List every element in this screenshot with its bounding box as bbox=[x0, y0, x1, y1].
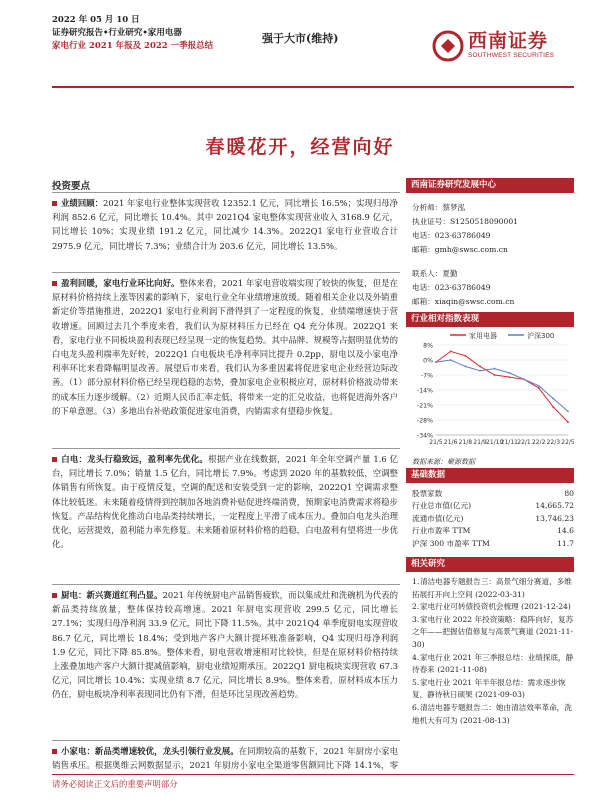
footer-disclaimer: 请务必阅读正文后的重要声明部分 bbox=[52, 779, 178, 789]
x-tick-label: 22/5 bbox=[561, 439, 574, 446]
summary-paragraph bbox=[52, 276, 398, 418]
paragraph-text: 2021 年传统厨电产品销售疲软，而以集成灶和洗碗机为代表的新品类持续放量，整体保持较高增速。2021 年厨电实现营收 299.5 亿元，同比增长 27.1%；实现归母净利润 33.9 亿元，同比下降 11.5%。其中 2021Q4 单季度厨电实现营收 86.7 亿元，同比增长 18.4%；受到地产客户大额计提坏账准备影响，Q4 实现归母净利润 1.9 亿元，同比下降 85.8%。整体来看，厨电营收增速相对比较快，但是在原材料价格持续上涨叠加地产客户大额计提减值影响，厨电业绩短期承压。2022Q1 厨电板块实现营收 67.3 亿元，同比增长 10.4%；实现业绩 8.7 亿元，同比增长 8.9%。整体来看，原材料成本压力仍在，厨电板块净利率表现同比仍有下滑，但是环比呈现改善趋势。 bbox=[52, 590, 398, 700]
summary-paragraph bbox=[52, 196, 398, 253]
y-tick-label: 8% bbox=[423, 342, 433, 350]
data-point bbox=[464, 366, 466, 368]
bullet-icon bbox=[52, 593, 57, 598]
paragraph-lead: 业绩回顾： bbox=[61, 198, 104, 208]
bullet-icon bbox=[52, 281, 57, 286]
x-tick-label: 22/2 bbox=[531, 439, 546, 446]
x-tick-label: 22/3 bbox=[546, 439, 561, 446]
data-point bbox=[508, 372, 510, 374]
chart-source: 数据来源：聚源数据 bbox=[412, 458, 475, 466]
bullet-icon bbox=[52, 457, 57, 462]
data-point bbox=[552, 406, 554, 408]
related-item[interactable]: 1.清洁电器专题报告三：高景气细分赛道，多维拓展打开向上空间 (2022-03-31) bbox=[412, 577, 572, 599]
x-tick-label: 21/9 bbox=[473, 439, 487, 446]
x-tick-label: 21/8 bbox=[458, 439, 473, 446]
header-meta bbox=[52, 14, 213, 53]
paragraph-lead: 小家电：新品类增速较优，龙头引领行业发展。 bbox=[61, 746, 239, 756]
basic-data-section bbox=[406, 468, 574, 550]
legend-label: 沪深300 bbox=[527, 332, 555, 340]
x-tick-label: 21/11 bbox=[500, 439, 518, 446]
related-item[interactable]: 4.家电行业 2021 年三季报总结：业绩探底，静待春来 (2021-11-08) bbox=[412, 652, 574, 675]
report-type: 证券研究报告•行业研究•家用电器 bbox=[52, 28, 182, 38]
rating-label: 强于大市(维持) bbox=[262, 32, 339, 45]
x-tick-label: 21/6 bbox=[443, 439, 458, 446]
data-point bbox=[479, 370, 481, 372]
contact-row: 电话：023-63786049 bbox=[412, 283, 491, 292]
paragraph-divider bbox=[52, 584, 400, 585]
related-item[interactable]: 6.清洁电器专题报告二：她由清洁效率革命，洗地机大有可为 (2021-08-13) bbox=[412, 702, 572, 725]
table-row: 流通市值(亿元) 13,746.23 bbox=[412, 513, 574, 523]
analyst-row: 执业证号：S1250518090001 bbox=[412, 217, 518, 226]
data-point bbox=[450, 359, 452, 361]
y-tick-label: 0% bbox=[423, 357, 433, 365]
data-point bbox=[479, 366, 481, 368]
basic-data-heading: 基础数据 bbox=[406, 468, 574, 483]
data-point bbox=[552, 398, 554, 400]
data-point bbox=[567, 411, 569, 413]
legend-label: 家用电器 bbox=[469, 332, 497, 340]
paragraph-text: 根据产业在线数据，2021 年全年空调产量 1.6 亿台，同比增长 7.0%；销量 1.5 亿台，同比增长 7.9%。考虑到 2020 年的基数较低，空调整体销售有所恢复。由于疫情反复，空调的配送和安装受到一定的影响，2022Q1 空调需求整体比较低迷。未来随着疫情得到控制加各地消费补贴促进终端消费，预期家电消费需求将稳步恢复。产品结构优化推动白电品类持续增长，一定程度上平滑了成本压力。叠加白电龙头治理优化，运营提效，盈利能力率先修复。未来随着原材料价格的趋稳，白电盈利有望将进一步优化。 bbox=[52, 454, 398, 550]
data-point bbox=[508, 376, 510, 378]
paragraph-divider bbox=[52, 448, 400, 449]
company-logo bbox=[432, 24, 572, 70]
analyst-heading: 西南证券研究发展中心 bbox=[406, 178, 574, 193]
related-item[interactable]: 2.家电行业可转债投资机会梳理 (2021-12-24) bbox=[412, 602, 571, 612]
bullet-icon bbox=[52, 749, 57, 754]
basic-data-table bbox=[412, 487, 574, 550]
y-tick-label: -21% bbox=[417, 402, 433, 410]
paragraph-text: 整体来看，2021 年家电营收端实现了较快的恢复，但是在原材料价格持续上涨等因素的影响下，家电行业全年业绩增速放缓。随着相关企业以及外销重新定价等措施推进，2022Q1 家电行业利润下滑得到了一定程度的恢复，业绩端增速快于营收增速。回顾过去几个季度来看，我们认为原材料压力已经在 Q4 充分体现。2022Q1 来看，家电行业不同板块盈利表现已经呈现一定的恢复趋势。其中品牌、规模等占据明显优势的白电龙头盈利端率先好转，2022Q1 白电板块毛净利率同比提升 0.2pp，厨电以及小家电净利率环比来看降幅明显改善。展望后市来看，我们认为多重因素将促进家电企业经营边际改善。（1）部分原材料价格已经呈现趋稳的态势，叠加家电企业积极应对，原材料价格波动带来的成本压力逐步缓解。（2）近期人民币汇率走低，将带来一定的汇兑收益，也将促进海外客户的下单意愿。（3）多地出台补贴政策促进家电消费，内销需求有望稳步恢复。 bbox=[52, 278, 399, 416]
paragraph-lead: 白电：龙头行稳致远，盈利率先优化。 bbox=[61, 454, 209, 464]
summary-paragraph bbox=[52, 744, 398, 772]
y-tick-label: -7% bbox=[420, 372, 433, 380]
footer-divider bbox=[52, 774, 574, 775]
logo-text-cn: 西南证券 bbox=[468, 30, 549, 52]
header-divider bbox=[52, 86, 574, 88]
data-point bbox=[523, 378, 525, 380]
data-point bbox=[538, 385, 540, 387]
logo-icon bbox=[432, 30, 464, 62]
table-row: 沪深 300 市盈率 TTM 11.7 bbox=[412, 538, 574, 548]
y-tick-label: -14% bbox=[417, 387, 433, 395]
paragraph-text: 2021 年家电行业整体实现营收 12352.1 亿元，同比增长 16.5%；实现归母净利润 852.6 亿元，同比增长 10.4%。其中 2021Q4 家电整体实现营业收入 3168.9 亿元，同比增长 10%；实现业绩 191.2 亿元，同比减少 14.3%。2022Q1 家电行业营收合计 2975.9 亿元，同比增长 7.3%；业绩合计为 203.6 亿元，同比增长 13.5%。 bbox=[52, 198, 398, 251]
paragraph-divider bbox=[52, 740, 400, 741]
x-tick-label: 21/10 bbox=[486, 439, 504, 446]
summary-paragraph bbox=[52, 452, 398, 551]
data-point bbox=[494, 374, 496, 376]
chart-heading: 行业相对指数表现 bbox=[406, 312, 574, 327]
bullet-icon bbox=[52, 201, 57, 206]
y-tick-label: -28% bbox=[417, 417, 433, 425]
x-tick-label: 21/5 bbox=[429, 439, 443, 446]
related-research-section bbox=[406, 557, 574, 727]
data-point bbox=[450, 351, 452, 353]
table-row: 行业市盈率 TTM 14.6 bbox=[412, 526, 574, 536]
data-point bbox=[435, 361, 437, 363]
summary-divider bbox=[52, 192, 400, 193]
index-chart bbox=[406, 327, 574, 453]
contact-row[interactable]: 邮箱：xiaqin@swsc.com.cn bbox=[412, 297, 515, 306]
page-title: 春暖花开，经营向好 bbox=[205, 136, 395, 158]
paragraph-text: 在同期较高的基数下，2021 年厨房小家电销售承压。根据奥维云网数据显示，2021 年厨房小家电全渠道零售额同比下降 14.1%，零 bbox=[52, 746, 398, 771]
table-row: 行业总市值(亿元) 14,665.72 bbox=[412, 501, 574, 511]
related-item[interactable]: 3.家电行业 2022 年投资策略：稳阵向好，复苏之年——把握估值修复与高景气赛道 (2021-11-30) bbox=[412, 614, 574, 649]
logo-text-en: SOUTHWEST SECURITIES bbox=[468, 52, 555, 59]
chart-section bbox=[406, 312, 574, 467]
data-point bbox=[494, 368, 496, 370]
paragraph-lead: 盈利回暖，家电行业环比向好。 bbox=[61, 278, 180, 288]
analyst-row: 电话：023-63786049 bbox=[412, 231, 491, 240]
paragraph-divider bbox=[52, 272, 400, 273]
analyst-section bbox=[406, 178, 574, 309]
summary-heading: 投资要点 bbox=[52, 181, 91, 192]
analyst-row[interactable]: 邮箱：gmh@swsc.com.cn bbox=[412, 245, 508, 254]
summary-paragraph bbox=[52, 588, 398, 702]
contact-row: 联系人：夏勤 bbox=[412, 269, 458, 278]
data-point bbox=[538, 387, 540, 389]
report-subtitle: 家电行业 2021 年报及 2022 一季报总结 bbox=[52, 41, 214, 51]
table-row: 股票家数 80 bbox=[412, 488, 574, 498]
series-line bbox=[436, 360, 568, 411]
related-heading: 相关研究 bbox=[406, 557, 574, 572]
report-date: 2022 年 05 月 10 日 bbox=[52, 15, 140, 25]
x-tick-label: 22/1 bbox=[517, 439, 531, 446]
data-point bbox=[567, 421, 569, 423]
analyst-row: 分析师：蔡梦泓 bbox=[412, 203, 466, 212]
paragraph-lead: 厨电：新兴赛道红利凸显。 bbox=[61, 590, 163, 600]
related-item[interactable]: 5.家电行业 2021 年半年报总结：需求逐步恢复，静待秋日硕果 (2021-09-03) bbox=[412, 677, 566, 700]
y-tick-label: -34% bbox=[417, 432, 433, 440]
data-point bbox=[464, 355, 466, 357]
